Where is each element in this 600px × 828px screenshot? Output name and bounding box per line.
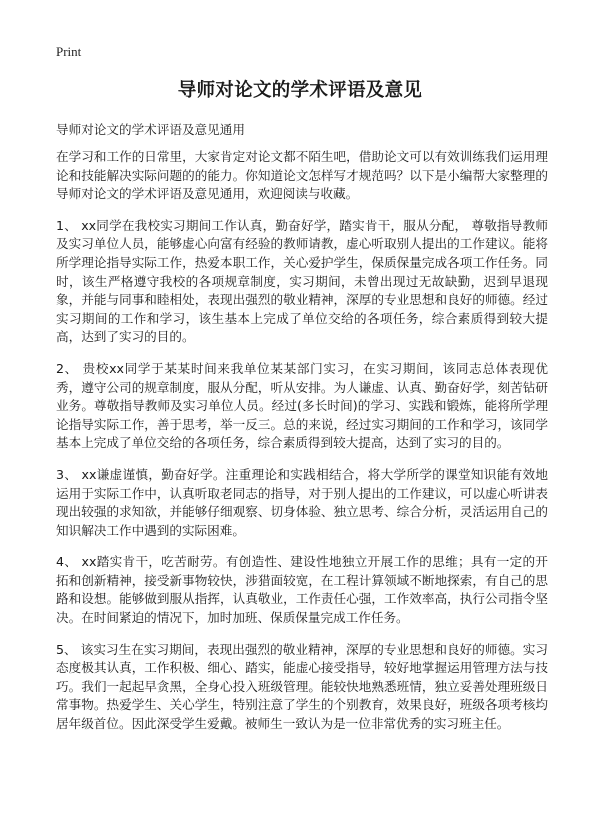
- print-link[interactable]: Print: [56, 44, 82, 59]
- comment-paragraph-3: 3、 xx谦虚谨慎，勤奋好学。注重理论和实践相结合，将大学所学的课堂知识能有效地运用于实际工作中，认真听取老同志的指导，对于别人提出的工作建议，可以虚心听讲表现出较强的求知欲，并能够仔细观察、切身体验、独立思考、综合分析，灵活运用自己的知识解决工作中遇到的实际困难。: [56, 466, 548, 538]
- comment-paragraph-4: 4、 xx踏实肯干，吃苦耐劳。有创造性、建设性地独立开展工作的思维；具有一定的开拓和创新精神，接受新事物较快，涉猎面较宽，在工程计算领域不断地探索，有自己的思路和设想。能够做到服从指挥，认真敬业，工作责任心强，工作效率高，执行公司指令坚决。在时间紧迫的情况下，加时加班、保质保量完成工作任务。: [56, 554, 548, 626]
- intro-paragraph: 在学习和工作的日常里，大家肯定对论文都不陌生吧，借助论文可以有效训练我们运用理论和技能解决实际问题的的能力。你知道论文怎样写才规范吗？以下是小编帮大家整理的导师对论文的学术评语及意见通用，欢迎阅读与收藏。: [56, 149, 548, 202]
- page-title: 导师对论文的学术评语及意见: [177, 80, 423, 101]
- comment-paragraph-2: 2、 贵校xx同学于某某时间来我单位某某部门实习，在实习期间，该同志总体表现优秀，遵守公司的规章制度，服从分配，听从安排。为人谦虚、认真、勤奋好学，刻苦钻研业务。尊敬指导教师及实习单位人员。经过(多长时间)的学习、实践和锻炼，能将所学理论指导实际工作，善于思考，举一反三。总的来说，经过实习期间的工作和学习，该同学基本上完成了单位交给的各项任务，综合素质得到较大提高，达到了实习的目的。: [56, 360, 548, 451]
- document-body: [56, 148, 548, 747]
- comment-paragraph-5: 5、 该实习生在实习期间，表现出强烈的敬业精神，深厚的专业思想和良好的师德。实习态度极其认真，工作积极、细心、踏实，能虚心接受指导，较好地掌握运用管理方法与技巧。我们一起起早贪黑，全身心投入班级管理。能较快地熟悉班情，独立妥善处理班级日常事物。热爱学生、关心学生，特别注意了学生的个别教育，效果良好，班级各项考核均居年级首位。因此深受学生爱戴。被师生一致认为是一位非常优秀的实习班主任。: [56, 641, 548, 732]
- comment-paragraph-1: 1、 xx同学在我校实习期间工作认真，勤奋好学，踏实肯干，服从分配， 尊敬指导教师及实习单位人员，能够虚心向富有经验的教师请教，虚心听取别人提出的工作建议。能将所学理论指导实际工作，热爱本职工作，关心爱护学生，保质保量完成各项工作任务。同时，该生严格遵守我校的各项规章制度，实习期间，未曾出现过无故缺勤，迟到早退现象，并能与同事和睦相处，表现出强烈的敬业精神，深厚的专业思想和良好的师德。经过实习期间的工作和学习，该生基本上完成了单位交给的各项任务，综合素质得到较大提高，达到了实习的目的。: [56, 217, 548, 345]
- page-subtitle: 导师对论文的学术评语及意见通用: [56, 122, 245, 137]
